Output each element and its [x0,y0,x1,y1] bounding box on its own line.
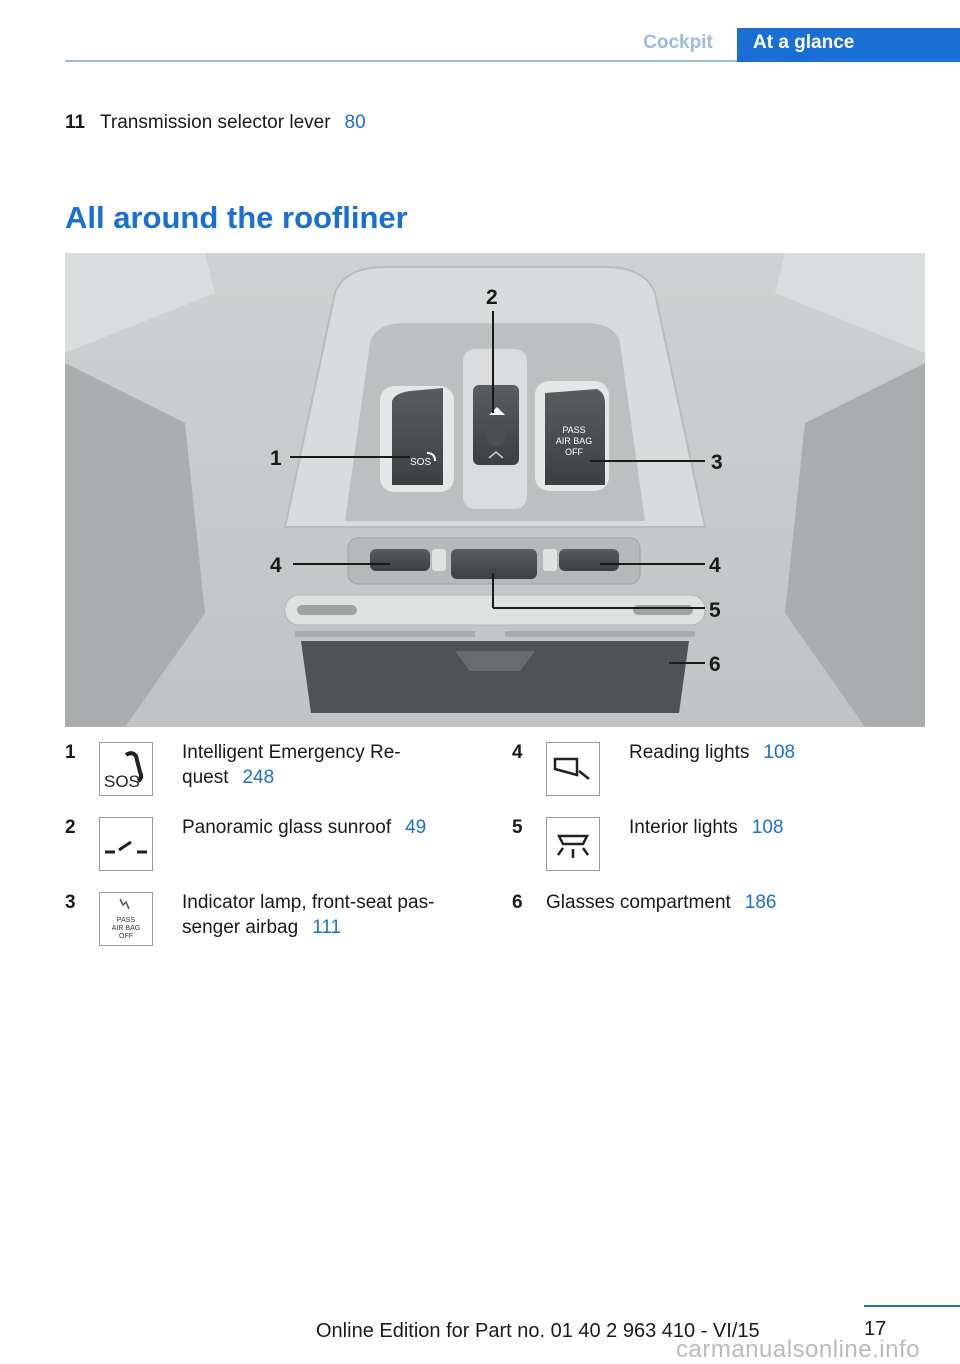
section-title: All around the roofliner [65,200,408,235]
item-number: 3 [65,892,76,913]
item-number: 6 [512,892,523,913]
item-number: 4 [512,742,523,763]
svg-text:OFF: OFF [565,447,583,457]
page-link[interactable]: 186 [744,892,777,913]
item-label: Interior lights [629,817,738,838]
sos-call-icon [99,742,153,796]
page-link[interactable]: 108 [763,742,796,763]
legend-item-4 [512,740,932,800]
callout-label: 2 [486,286,498,309]
page-link[interactable]: 108 [751,817,784,838]
airbag-icon-text: AIR BAG [111,925,141,932]
item-label: Transmission selector lever [100,112,331,133]
item-label: Panoramic glass sunroof [182,817,392,838]
passenger-airbag-off-icon [99,892,153,946]
page-link[interactable]: 111 [312,917,342,938]
interior-light-icon [546,817,600,871]
item-label-cont: quest [182,767,229,788]
list-item [65,112,366,134]
tab-cockpit[interactable]: Cockpit [643,32,713,53]
page-link[interactable]: 248 [242,767,275,788]
item-number: 11 [65,112,86,133]
item-number: 1 [65,742,76,763]
svg-text:PASS: PASS [562,425,586,435]
tab-at-a-glance[interactable]: At a glance [737,28,960,62]
item-label: Reading lights [629,742,750,763]
reading-light-icon [546,742,600,796]
item-label: Glasses compartment [546,892,731,913]
callout-label: 3 [711,451,723,474]
callout-label: 5 [709,599,721,622]
page-link[interactable]: 49 [405,817,427,838]
callout-label: 4 [709,554,721,577]
airbag-icon-text: PASS [116,917,136,924]
item-number: 5 [512,817,523,838]
airbag-icon-text: OFF [119,933,133,940]
footer-rule [864,1305,960,1307]
callout-label: 6 [709,653,721,676]
svg-text:AIR BAG: AIR BAG [555,436,593,446]
svg-text:SOS: SOS [104,772,140,791]
item-label: Indicator lamp, front-seat pas‐ [182,892,435,913]
legend-item-6 [512,890,932,920]
item-number: 2 [65,817,76,838]
item-label: Intelligent Emergency Re‐ [182,742,401,763]
legend-item-1 [65,740,465,800]
svg-text:SOS: SOS [410,457,432,468]
page-number: 17 [864,1318,887,1340]
watermark: carmanualsonline.info [676,1336,920,1363]
callout-label: 1 [270,447,282,470]
legend-item-5 [512,815,932,875]
callout-label: 4 [270,554,282,577]
item-label-cont: senger airbag [182,917,299,938]
sunroof-icon [99,817,153,871]
roofliner-photo [65,253,925,727]
legend-item-3 [65,890,465,950]
page-link[interactable]: 80 [344,112,366,133]
legend-item-2 [65,815,465,875]
edition-note: Online Edition for Part no. 01 40 2 963 410 - VI/15 [316,1320,760,1342]
